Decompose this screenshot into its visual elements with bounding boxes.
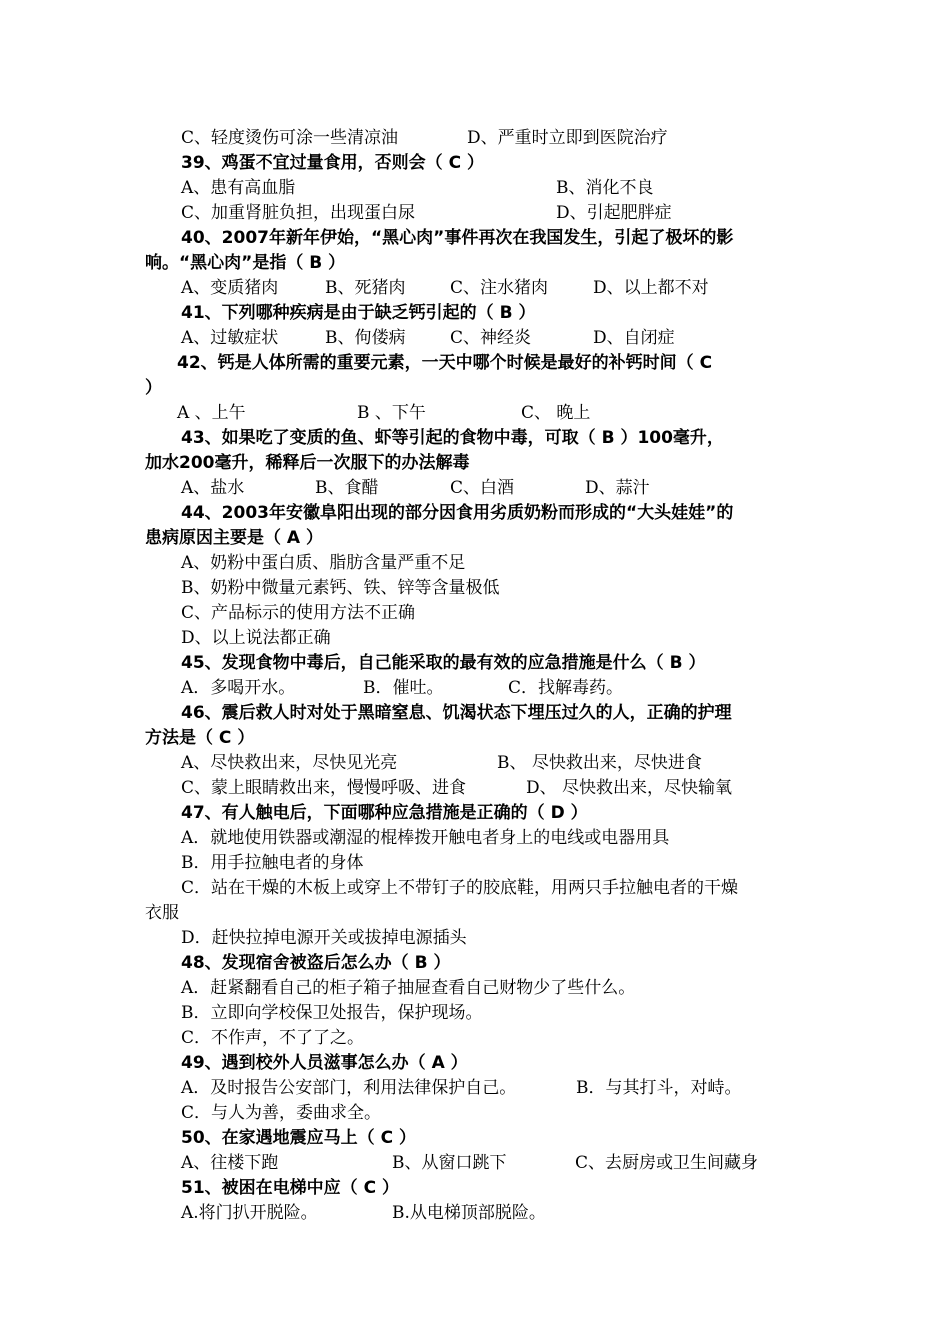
question-text: 47、有人触电后，下面哪种应急措施是正确的（ D ）	[181, 803, 588, 823]
question-text: 方法是（ C ）	[145, 728, 255, 748]
answer-option: D、 尽快救出来，尽快输氧	[526, 778, 733, 798]
answer-option: C、轻度烫伤可涂一些清凉油	[181, 128, 399, 148]
answer-option: 衣服	[145, 903, 179, 923]
answer-option: B．用手拉触电者的身体	[181, 853, 364, 873]
answer-option: B、从窗口跳下	[392, 1153, 507, 1173]
answer-option: A、尽快救出来，尽快见光亮	[181, 753, 398, 773]
answer-option: D、严重时立即到医院治疗	[467, 128, 668, 148]
question-text: 48、发现宿舍被盗后怎么办（ B ）	[181, 953, 451, 973]
answer-option: A、变质猪肉	[181, 278, 279, 298]
answer-option: B、死猪肉	[325, 278, 406, 298]
question-text: 44、2003年安徽阜阳出现的部分因食用劣质奶粉而形成的“大头娃娃”的	[181, 503, 734, 523]
answer-option: C、神经炎	[450, 328, 532, 348]
answer-option: B．立即向学校保卫处报告，保护现场。	[181, 1003, 483, 1023]
answer-option: B．催吐。	[363, 678, 444, 698]
answer-option: A、奶粉中蛋白质、脂肪含量严重不足	[181, 553, 466, 573]
question-text: 50、在家遇地震应马上（ C ）	[181, 1128, 416, 1148]
answer-option: C．找解毒药。	[508, 678, 624, 698]
answer-option: D．赶快拉掉电源开关或拔掉电源插头	[181, 928, 467, 948]
answer-option: B.从电梯顶部脱险。	[392, 1203, 546, 1223]
question-text: 40、2007年新年伊始，“黑心肉”事件再次在我国发生，引起了极坏的影	[181, 228, 734, 248]
answer-option: B、 尽快救出来，尽快进食	[497, 753, 702, 773]
answer-option: C、白酒	[450, 478, 515, 498]
answer-option: A．就地使用铁器或潮湿的棍棒拨开触电者身上的电线或电器用具	[181, 828, 670, 848]
question-text: 39、鸡蛋不宜过量食用，否则会（ C ）	[181, 153, 484, 173]
answer-option: B．与其打斗，对峙。	[576, 1078, 742, 1098]
answer-option: A.将门扒开脱险。	[181, 1203, 318, 1223]
question-text: 41、下列哪种疾病是由于缺乏钙引起的（ B ）	[181, 303, 536, 323]
answer-option: D、以上都不对	[593, 278, 709, 298]
answer-option: C、 晚上	[521, 403, 591, 423]
answer-option: A．及时报告公安部门，利用法律保护自己。	[181, 1078, 517, 1098]
answer-option: C．不作声，不了了之。	[181, 1028, 365, 1048]
answer-option: C．站在干燥的木板上或穿上不带钉子的胶底鞋，用两只手拉触电者的干燥	[181, 878, 739, 898]
answer-option: A、往楼下跑	[181, 1153, 279, 1173]
answer-option: C、注水猪肉	[450, 278, 549, 298]
answer-option: C、加重肾脏负担，出现蛋白尿	[181, 203, 416, 223]
answer-option: B、消化不良	[556, 178, 654, 198]
question-text: 51、被困在电梯中应（ C ）	[181, 1178, 399, 1198]
answer-option: D、自闭症	[593, 328, 675, 348]
question-text: 42、钙是人体所需的重要元素，一天中哪个时候是最好的补钙时间（ C	[177, 353, 713, 373]
question-text: ）	[145, 378, 162, 398]
answer-option: C、去厨房或卫生间藏身	[575, 1153, 759, 1173]
answer-option: B、佝偻病	[325, 328, 406, 348]
answer-option: A、盐水	[181, 478, 245, 498]
answer-option: B、食醋	[315, 478, 379, 498]
question-text: 49、遇到校外人员滋事怎么办（ A ）	[181, 1053, 468, 1073]
answer-option: C．与人为善，委曲求全。	[181, 1103, 382, 1123]
question-text: 加水200毫升，稀释后一次服下的办法解毒	[145, 453, 470, 473]
answer-option: A．多喝开水。	[181, 678, 296, 698]
question-text: 43、如果吃了变质的鱼、虾等引起的食物中毒，可取（ B ）100毫升，	[181, 428, 724, 448]
answer-option: A、过敏症状	[181, 328, 279, 348]
answer-option: A、患有高血脂	[181, 178, 296, 198]
question-text: 响。“黑心肉”是指（ B ）	[145, 253, 346, 273]
answer-option: B、奶粉中微量元素钙、铁、锌等含量极低	[181, 578, 500, 598]
answer-option: D、引起肥胖症	[556, 203, 672, 223]
answer-option: B 、下午	[357, 403, 426, 423]
question-text: 患病原因主要是（ A ）	[145, 528, 323, 548]
answer-option: C、蒙上眼睛救出来，慢慢呼吸、进食	[181, 778, 467, 798]
answer-option: C、产品标示的使用方法不正确	[181, 603, 416, 623]
answer-option: A 、上午	[177, 403, 246, 423]
question-text: 45、发现食物中毒后，自己能采取的最有效的应急措施是什么（ B ）	[181, 653, 706, 673]
answer-option: D、蒜汁	[585, 478, 650, 498]
question-text: 46、震后救人时对处于黑暗窒息、饥渴状态下埋压过久的人，正确的护理	[181, 703, 732, 723]
answer-option: A．赶紧翻看自己的柜子箱子抽屉查看自己财物少了些什么。	[181, 978, 636, 998]
answer-option: D、以上说法都正确	[181, 628, 331, 648]
